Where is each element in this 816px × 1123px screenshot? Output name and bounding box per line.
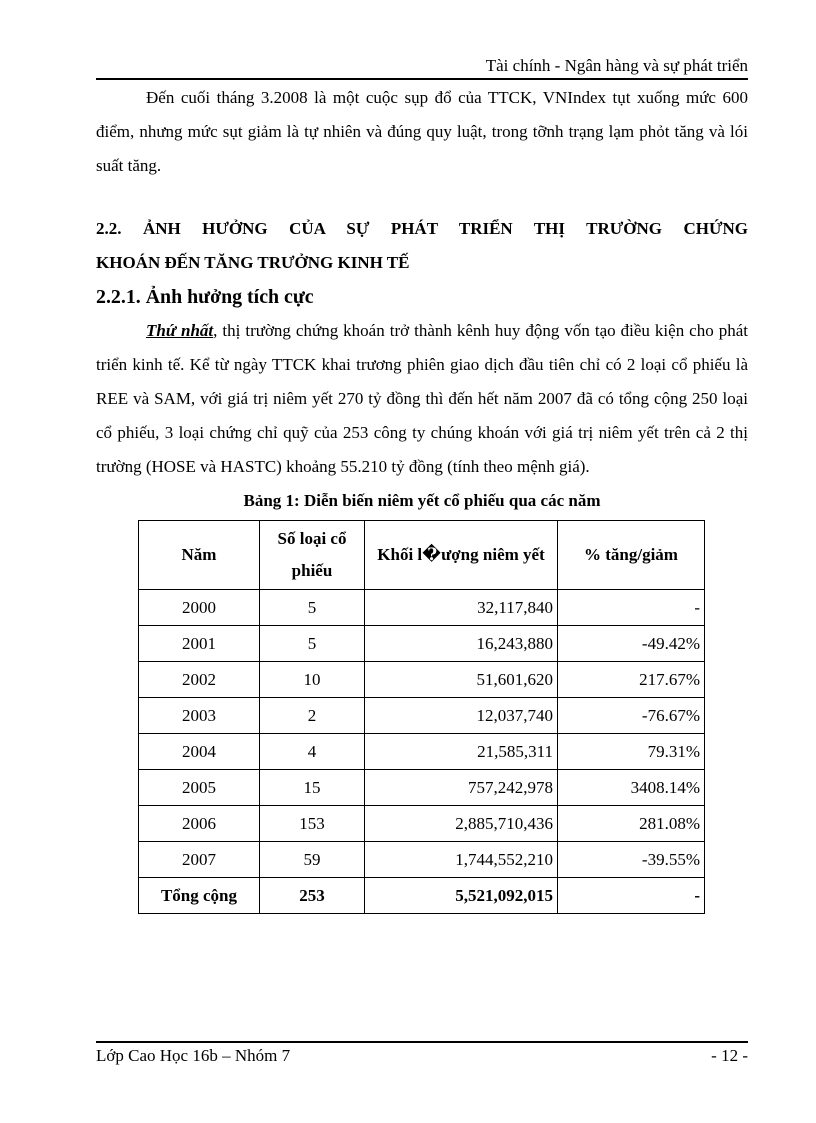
table-row (139, 662, 705, 698)
col-header-year: Năm (139, 521, 260, 590)
cell-count: 153 (260, 806, 365, 842)
page-header: Tài chính - Ngân hàng và sự phát triển (485, 56, 748, 75)
cell-count: 5 (260, 590, 365, 626)
total-change: - (558, 878, 705, 914)
cell-count: 4 (260, 734, 365, 770)
table-row (139, 842, 705, 878)
cell-change: 281.08% (558, 806, 705, 842)
cell-year: 2004 (139, 734, 260, 770)
table-row (139, 698, 705, 734)
footer-rule (96, 1041, 748, 1043)
body-paragraph (96, 314, 748, 484)
cell-volume: 757,242,978 (365, 770, 558, 806)
cell-volume: 2,885,710,436 (365, 806, 558, 842)
cell-year: 2006 (139, 806, 260, 842)
col-header-count: Số loại cổ phiếu (260, 521, 365, 590)
cell-count: 5 (260, 626, 365, 662)
col-header-volume: Khối l�ượng niêm yết (365, 521, 558, 590)
table-body (139, 590, 705, 914)
table-row (139, 770, 705, 806)
page-content (96, 81, 748, 914)
intro-paragraph: Đến cuối tháng 3.2008 là một cuộc sụp đổ của TTCK, VNIndex tụt xuống mức 600 điểm, nhưng mức sụt giảm là tự nhiên và đúng quy luật, trong tỡnh trạng lạm phỏt tăng và lói suất tăng. (96, 88, 748, 175)
cell-year: 2000 (139, 590, 260, 626)
cell-change: -39.55% (558, 842, 705, 878)
cell-change: - (558, 590, 705, 626)
cell-year: 2007 (139, 842, 260, 878)
cell-volume: 32,117,840 (365, 590, 558, 626)
page-number: - 12 - (711, 1046, 748, 1065)
cell-year: 2001 (139, 626, 260, 662)
total-year: Tổng cộng (139, 878, 260, 914)
table-total-row (139, 878, 705, 914)
cell-volume: 16,243,880 (365, 626, 558, 662)
total-volume: 5,521,092,015 (365, 878, 558, 914)
section-heading (96, 212, 748, 280)
section-heading-line1: 2.2. ẢNH HƯỞNG CỦA SỰ PHÁT TRIỂN THỊ TRƯỜNG CHỨNG (96, 219, 748, 238)
table-row (139, 734, 705, 770)
lead-term: Thứ nhất (146, 321, 214, 340)
listing-table (138, 520, 705, 914)
col-header-change: % tăng/giảm (558, 521, 705, 590)
cell-count: 10 (260, 662, 365, 698)
table-row (139, 806, 705, 842)
cell-volume: 12,037,740 (365, 698, 558, 734)
cell-year: 2002 (139, 662, 260, 698)
cell-change: 3408.14% (558, 770, 705, 806)
table-header-row (139, 521, 705, 590)
cell-change: 217.67% (558, 662, 705, 698)
cell-volume: 21,585,311 (365, 734, 558, 770)
cell-year: 2003 (139, 698, 260, 734)
header-rule (96, 78, 748, 80)
cell-count: 15 (260, 770, 365, 806)
subsection-heading: 2.2.1. Ảnh hưởng tích cực (96, 286, 314, 308)
table-row (139, 626, 705, 662)
cell-volume: 51,601,620 (365, 662, 558, 698)
cell-change: 79.31% (558, 734, 705, 770)
cell-count: 2 (260, 698, 365, 734)
section-heading-line2: KHOÁN ĐẾN TĂNG TRƯỞNG KINH TẾ (96, 253, 410, 272)
cell-volume: 1,744,552,210 (365, 842, 558, 878)
body-text: , thị trường chứng khoán trở thành kênh huy động vốn tạo điều kiện cho phát triển kinh tế. Kể từ ngày TTCK khai trương phiên giao dịch đầu tiên chỉ có 2 loại cổ phiếu là REE và SAM, với giá trị niêm yết 270 tỷ đồng thì đến hết năm 2007 đã có tổng cộng 250 loại cổ phiếu, 3 loại chứng chỉ quỹ của 253 công ty chúng khoán với giá trị niêm yết trên cả 2 thị trường (HOSE và HASTC) khoảng 55.210 tỷ đồng (tính theo mệnh giá). (96, 321, 748, 476)
total-count: 253 (260, 878, 365, 914)
table-row (139, 590, 705, 626)
cell-year: 2005 (139, 770, 260, 806)
cell-count: 59 (260, 842, 365, 878)
footer-class: Lớp Cao Học 16b – Nhóm 7 (96, 1046, 291, 1065)
cell-change: -49.42% (558, 626, 705, 662)
cell-change: -76.67% (558, 698, 705, 734)
table-caption: Bảng 1: Diễn biến niêm yết cổ phiếu qua các năm (243, 491, 601, 510)
